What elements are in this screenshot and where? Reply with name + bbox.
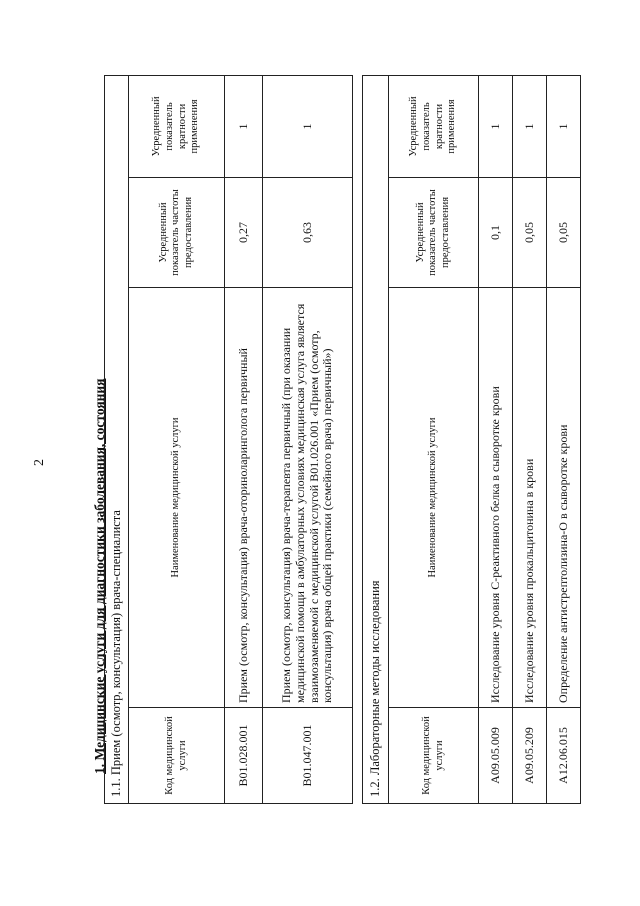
table-row [479,75,513,803]
multiplicity-value: 1 [547,75,581,177]
table-subtitle: 1.1. Прием (осмотр, консультация) врача-специалиста [105,75,129,803]
laboratory-table [362,75,581,804]
service-name: Прием (осмотр, консультация) врача-терапевта первичный (при оказании медицинской помощи в амбулаторных условиях медицинская услуга является взаимозаменяемой с медицинской услугой B01.026.001 «Прием (осмотр, консультация) врача общей практики (семейного врача) первичный») [263,288,353,708]
multiplicity-value: 1 [479,75,513,177]
service-code: A09.05.009 [479,708,513,804]
section-title: 1. Медицинские услуги для диагностики заболевания, состояния [92,378,107,774]
column-header-code: Код медицинской услуги [389,708,479,804]
service-code: A12.06.015 [547,708,581,804]
table-row [225,75,263,803]
service-code: B01.028.001 [225,708,263,804]
service-name: Определение антистрептолизина-О в сыворотке крови [547,288,581,708]
service-name: Прием (осмотр, консультация) врача-оториноларинголога первичный [225,288,263,708]
column-header-code: Код медицинской услуги [129,708,225,804]
table-row [547,75,581,803]
frequency-value: 0,63 [263,178,353,288]
table-row [263,75,353,803]
service-code: A09.05.209 [513,708,547,804]
multiplicity-value: 1 [263,75,353,177]
consultations-table [104,75,353,804]
page-number: 2 [32,459,47,466]
service-code: B01.047.001 [263,708,353,804]
column-header-frequency: Усредненный показатель частоты предоставления [389,178,479,288]
table-subtitle: 1.2. Лабораторные методы исследования [363,75,389,803]
frequency-value: 0,05 [547,178,581,288]
frequency-value: 0,1 [479,178,513,288]
column-header-name: Наименование медицинской услуги [389,288,479,708]
service-name: Исследование уровня прокальцитонина в крови [513,288,547,708]
column-header-frequency: Усредненный показатель частоты предоставления [129,178,225,288]
table-row [513,75,547,803]
multiplicity-value: 1 [513,75,547,177]
multiplicity-value: 1 [225,75,263,177]
column-header-multiplicity: Усредненный показатель кратности применения [389,75,479,177]
column-header-multiplicity: Усредненный показатель кратности применения [129,75,225,177]
frequency-value: 0,05 [513,178,547,288]
column-header-name: Наименование медицинской услуги [129,288,225,708]
frequency-value: 0,27 [225,178,263,288]
service-name: Исследование уровня С-реактивного белка в сыворотке крови [479,288,513,708]
